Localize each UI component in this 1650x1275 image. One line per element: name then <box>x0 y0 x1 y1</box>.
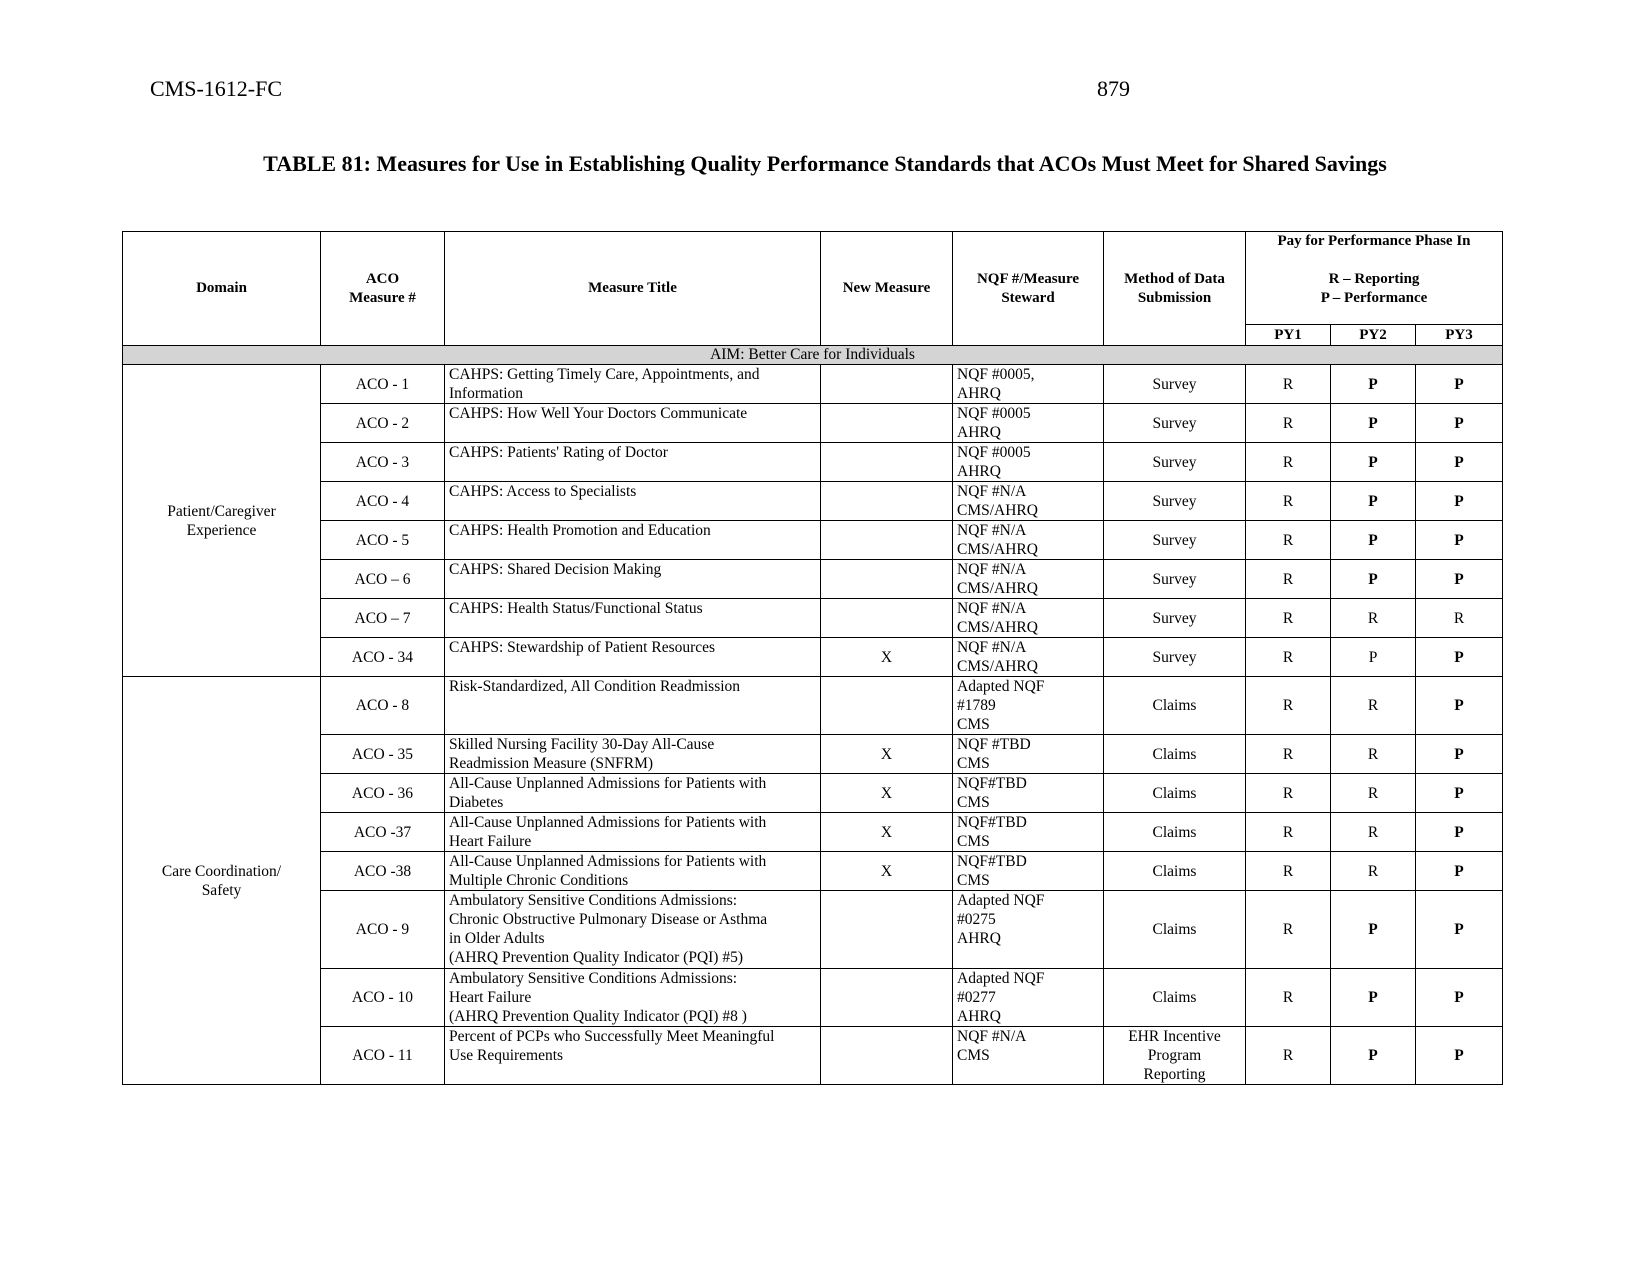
nqf-steward-line: Adapted NQF <box>957 892 1045 909</box>
nqf-steward-line: CMS <box>957 794 990 811</box>
py2-value: R <box>1331 677 1416 735</box>
method-line: Survey <box>1152 570 1197 588</box>
data-submission-method <box>1104 404 1246 443</box>
nqf-steward-line: #0277 <box>957 989 996 1006</box>
legend-performance: P – Performance <box>1320 290 1428 306</box>
table-row <box>123 599 1503 638</box>
data-submission-method <box>1104 1027 1246 1085</box>
domain-label: Safety <box>201 881 242 899</box>
py3-value: P <box>1416 1027 1503 1085</box>
aco-measure-number: ACO - 8 <box>321 677 445 735</box>
new-measure-mark <box>821 443 953 482</box>
py3-value: R <box>1416 599 1503 638</box>
aco-measure-number: ACO - 10 <box>321 969 445 1027</box>
measure-title-line: CAHPS: Health Status/Functional Status <box>449 600 703 617</box>
nqf-steward-cell <box>953 521 1104 560</box>
data-submission-method <box>1104 521 1246 560</box>
measure-title-cell <box>445 560 821 599</box>
nqf-steward-line: CMS/AHRQ <box>957 619 1038 636</box>
nqf-steward-cell <box>953 404 1104 443</box>
nqf-steward-line: Adapted NQF <box>957 970 1045 987</box>
measures-table <box>122 231 1503 1085</box>
domain-label: Patient/Caregiver <box>167 502 276 520</box>
measure-title-header: Measure Title <box>445 232 821 346</box>
measure-title-cell <box>445 443 821 482</box>
data-submission-method <box>1104 560 1246 599</box>
nqf-steward-line: NQF #N/A <box>957 483 1027 500</box>
nqf-header-line1: NQF #/Measure <box>976 270 1080 287</box>
pay-for-performance-header <box>1246 232 1503 325</box>
py3-value: P <box>1416 560 1503 599</box>
py1-value: R <box>1246 813 1331 852</box>
py2-value: P <box>1331 482 1416 521</box>
new-measure-mark: X <box>821 852 953 891</box>
py3-value: P <box>1416 969 1503 1027</box>
new-measure-mark: X <box>821 774 953 813</box>
py3-value: P <box>1416 365 1503 404</box>
aco-measure-header-line1: ACO <box>365 270 400 287</box>
pay-for-performance-title: Pay for Performance Phase In <box>1277 233 1471 249</box>
document-id: CMS-1612-FC <box>150 76 283 101</box>
table-row <box>123 1027 1503 1085</box>
nqf-steward-cell <box>953 677 1104 735</box>
measure-title-line: Information <box>449 385 524 402</box>
page-number: 879 <box>1097 76 1130 101</box>
new-measure-mark <box>821 1027 953 1085</box>
measure-title-line: CAHPS: Stewardship of Patient Resources <box>449 639 716 656</box>
measure-title-line: Readmission Measure (SNFRM) <box>449 755 654 772</box>
method-header-line2: Submission <box>1137 289 1212 306</box>
method-line: Claims <box>1152 784 1197 802</box>
py1-value: R <box>1246 774 1331 813</box>
nqf-steward-line: NQF #TBD <box>957 736 1031 753</box>
nqf-steward-cell <box>953 599 1104 638</box>
measure-title-line: Use Requirements <box>449 1047 564 1064</box>
py2-value: R <box>1331 813 1416 852</box>
method-line: Program <box>1147 1047 1202 1064</box>
py2-value: P <box>1331 404 1416 443</box>
measure-title-line: Skilled Nursing Facility 30-Day All-Cause <box>449 736 715 753</box>
table-header <box>123 232 1503 346</box>
domain-cell <box>123 365 321 677</box>
py3-value: P <box>1416 677 1503 735</box>
nqf-steward-line: NQF #N/A <box>957 522 1027 539</box>
py2-value: P <box>1331 891 1416 969</box>
nqf-steward-cell <box>953 774 1104 813</box>
py1-value: R <box>1246 1027 1331 1085</box>
data-submission-method <box>1104 443 1246 482</box>
aco-measure-number: ACO -37 <box>321 813 445 852</box>
table-row <box>123 774 1503 813</box>
py2-value: P <box>1331 560 1416 599</box>
nqf-steward-line: NQF #0005 <box>957 405 1031 422</box>
nqf-steward-cell <box>953 852 1104 891</box>
data-submission-method <box>1104 365 1246 404</box>
method-line: Claims <box>1152 989 1197 1006</box>
nqf-header-line2: Steward <box>1001 289 1055 306</box>
nqf-steward-line: #0275 <box>957 911 996 928</box>
measure-title-cell <box>445 969 821 1027</box>
measure-title-line: Chronic Obstructive Pulmonary Disease or Asthma <box>449 911 768 928</box>
measure-title-line: in Older Adults <box>449 930 545 947</box>
legend-reporting: R – Reporting <box>1328 271 1420 287</box>
measure-title-cell <box>445 852 821 891</box>
py3-value: P <box>1416 638 1503 677</box>
table-row <box>123 482 1503 521</box>
measure-title-line: CAHPS: Patients' Rating of Doctor <box>449 444 668 461</box>
nqf-steward-line: AHRQ <box>957 1008 1001 1025</box>
py1-value: R <box>1246 638 1331 677</box>
domain-label: Experience <box>186 521 257 539</box>
aco-measure-header <box>321 232 445 346</box>
table-title: TABLE 81: Measures for Use in Establishing Quality Performance Standards that ACOs Must Meet for Shared Savings <box>263 151 1387 176</box>
py2-value: P <box>1331 969 1416 1027</box>
measure-title-line: Heart Failure <box>449 833 532 850</box>
py3-value: P <box>1416 852 1503 891</box>
measure-title-line: CAHPS: Getting Timely Care, Appointments, and <box>449 366 760 383</box>
py1-value: R <box>1246 443 1331 482</box>
nqf-steward-line: CMS/AHRQ <box>957 658 1038 675</box>
measure-title-line: Multiple Chronic Conditions <box>449 872 629 889</box>
aco-measure-number: ACO - 1 <box>321 365 445 404</box>
measure-title-cell <box>445 813 821 852</box>
aco-measure-number: ACO - 36 <box>321 774 445 813</box>
method-header-line1: Method of Data <box>1124 270 1225 287</box>
new-measure-mark <box>821 482 953 521</box>
measure-title-line: (AHRQ Prevention Quality Indicator (PQI) #8 ) <box>449 1008 747 1025</box>
aco-measure-number: ACO – 7 <box>321 599 445 638</box>
table-row <box>123 969 1503 1027</box>
method-line: Claims <box>1152 745 1197 763</box>
table-row <box>123 891 1503 969</box>
py1-value: R <box>1246 852 1331 891</box>
new-measure-mark: X <box>821 813 953 852</box>
nqf-steward-line: AHRQ <box>957 385 1001 402</box>
nqf-steward-line: NQF #N/A <box>957 1028 1027 1045</box>
method-line: Claims <box>1152 862 1197 880</box>
py2-value: P <box>1331 1027 1416 1085</box>
nqf-steward-cell <box>953 891 1104 969</box>
nqf-steward-line: CMS <box>957 755 990 772</box>
measure-title-cell <box>445 735 821 774</box>
aco-measure-number: ACO - 3 <box>321 443 445 482</box>
method-line: Reporting <box>1143 1066 1206 1083</box>
domain-label: Care Coordination/ <box>161 862 282 880</box>
domain-header: Domain <box>123 232 321 346</box>
nqf-steward-line: NQF#TBD <box>957 775 1027 792</box>
measure-title-cell <box>445 1027 821 1085</box>
nqf-steward-line: CMS <box>957 872 990 889</box>
new-measure-mark <box>821 599 953 638</box>
nqf-steward-line: NQF #0005 <box>957 444 1031 461</box>
aco-measure-number: ACO - 9 <box>321 891 445 969</box>
measure-title-cell <box>445 404 821 443</box>
method-header <box>1104 232 1246 346</box>
nqf-steward-line: #1789 <box>957 697 996 714</box>
method-line: Survey <box>1152 453 1197 471</box>
py1-value: R <box>1246 969 1331 1027</box>
aco-measure-number: ACO - 11 <box>321 1027 445 1085</box>
measure-title-cell <box>445 599 821 638</box>
new-measure-header: New Measure <box>821 232 953 346</box>
aim-label: AIM: Better Care for Individuals <box>123 346 1503 365</box>
data-submission-method <box>1104 891 1246 969</box>
measure-title-line: Risk-Standardized, All Condition Readmission <box>449 678 741 695</box>
py1-value: R <box>1246 677 1331 735</box>
method-line: Claims <box>1152 697 1197 714</box>
nqf-steward-line: AHRQ <box>957 424 1001 441</box>
aco-measure-number: ACO - 2 <box>321 404 445 443</box>
py3-value: P <box>1416 774 1503 813</box>
measure-title-line: CAHPS: Shared Decision Making <box>449 561 662 578</box>
measure-title-line: All-Cause Unplanned Admissions for Patients with <box>449 775 767 792</box>
new-measure-mark <box>821 560 953 599</box>
aco-measure-number: ACO - 35 <box>321 735 445 774</box>
table-row <box>123 735 1503 774</box>
nqf-steward-line: CMS <box>957 716 990 733</box>
table-row <box>123 560 1503 599</box>
nqf-steward-cell <box>953 638 1104 677</box>
py3-header: PY3 <box>1416 325 1503 346</box>
nqf-steward-cell <box>953 560 1104 599</box>
method-line: Survey <box>1152 648 1197 666</box>
domain-cell <box>123 677 321 1085</box>
data-submission-method <box>1104 638 1246 677</box>
aco-measure-header-line2: Measure # <box>349 289 416 306</box>
measure-title-cell <box>445 677 821 735</box>
table-body <box>123 346 1503 1085</box>
data-submission-method <box>1104 852 1246 891</box>
measure-title-line: Heart Failure <box>449 989 532 1006</box>
method-line: Claims <box>1152 921 1197 938</box>
nqf-steward-line: NQF#TBD <box>957 814 1027 831</box>
table-row <box>123 813 1503 852</box>
method-line: EHR Incentive <box>1128 1028 1221 1045</box>
measure-title-line: All-Cause Unplanned Admissions for Patients with <box>449 814 767 831</box>
nqf-steward-cell <box>953 735 1104 774</box>
new-measure-mark <box>821 365 953 404</box>
measure-title-cell <box>445 482 821 521</box>
nqf-steward-line: CMS/AHRQ <box>957 541 1038 558</box>
py2-value: P <box>1331 443 1416 482</box>
aco-measure-number: ACO – 6 <box>321 560 445 599</box>
py1-value: R <box>1246 735 1331 774</box>
nqf-steward-line: CMS/AHRQ <box>957 580 1038 597</box>
new-measure-mark <box>821 677 953 735</box>
data-submission-method <box>1104 677 1246 735</box>
measure-title-line: Diabetes <box>449 794 504 811</box>
py3-value: P <box>1416 443 1503 482</box>
aco-measure-number: ACO - 4 <box>321 482 445 521</box>
py2-value: R <box>1331 599 1416 638</box>
nqf-steward-cell <box>953 969 1104 1027</box>
nqf-steward-line: AHRQ <box>957 930 1001 947</box>
method-line: Claims <box>1152 823 1197 841</box>
measure-title-cell <box>445 638 821 677</box>
py2-header: PY2 <box>1331 325 1416 346</box>
nqf-steward-line: AHRQ <box>957 463 1001 480</box>
aim-row <box>123 346 1503 365</box>
py1-value: R <box>1246 560 1331 599</box>
method-line: Survey <box>1152 375 1197 393</box>
new-measure-mark <box>821 891 953 969</box>
measure-title-line: (AHRQ Prevention Quality Indicator (PQI) #5) <box>449 949 744 966</box>
py1-value: R <box>1246 521 1331 560</box>
nqf-steward-cell <box>953 443 1104 482</box>
measure-title-line: Ambulatory Sensitive Conditions Admissions: <box>449 970 738 987</box>
table-row <box>123 638 1503 677</box>
nqf-steward-cell <box>953 813 1104 852</box>
nqf-steward-line: CMS <box>957 833 990 850</box>
py2-value: P <box>1331 521 1416 560</box>
measure-title-line: CAHPS: How Well Your Doctors Communicate <box>449 405 748 422</box>
table-row <box>123 521 1503 560</box>
nqf-steward-line: NQF #N/A <box>957 639 1027 656</box>
aco-measure-number: ACO - 34 <box>321 638 445 677</box>
nqf-steward-cell <box>953 365 1104 404</box>
new-measure-mark: X <box>821 735 953 774</box>
measure-title-cell <box>445 774 821 813</box>
nqf-steward-cell <box>953 1027 1104 1085</box>
data-submission-method <box>1104 599 1246 638</box>
aco-measure-number: ACO - 5 <box>321 521 445 560</box>
data-submission-method <box>1104 482 1246 521</box>
nqf-steward-cell <box>953 482 1104 521</box>
table-row <box>123 852 1503 891</box>
new-measure-mark: X <box>821 638 953 677</box>
py1-value: R <box>1246 365 1331 404</box>
method-line: Survey <box>1152 531 1197 549</box>
nqf-steward-line: Adapted NQF <box>957 678 1045 695</box>
nqf-header <box>953 232 1104 346</box>
new-measure-mark <box>821 521 953 560</box>
py2-value: P <box>1331 638 1416 677</box>
py2-value: R <box>1331 774 1416 813</box>
nqf-steward-line: CMS <box>957 1047 990 1064</box>
method-line: Survey <box>1152 492 1197 510</box>
py1-value: R <box>1246 599 1331 638</box>
data-submission-method <box>1104 774 1246 813</box>
nqf-steward-line: NQF #N/A <box>957 561 1027 578</box>
measure-title-line: CAHPS: Health Promotion and Education <box>449 522 711 539</box>
aco-measure-number: ACO -38 <box>321 852 445 891</box>
measure-title-cell <box>445 891 821 969</box>
py1-value: R <box>1246 482 1331 521</box>
measure-title-cell <box>445 521 821 560</box>
data-submission-method <box>1104 969 1246 1027</box>
nqf-steward-line: NQF #0005, <box>957 366 1035 383</box>
py2-value: R <box>1331 852 1416 891</box>
measure-title-line: CAHPS: Access to Specialists <box>449 483 637 500</box>
measure-title-line: Ambulatory Sensitive Conditions Admissions: <box>449 892 738 909</box>
py3-value: P <box>1416 735 1503 774</box>
py1-value: R <box>1246 891 1331 969</box>
nqf-steward-line: NQF#TBD <box>957 853 1027 870</box>
py3-value: P <box>1416 482 1503 521</box>
py3-value: P <box>1416 521 1503 560</box>
table-row <box>123 365 1503 404</box>
new-measure-mark <box>821 404 953 443</box>
table-row <box>123 404 1503 443</box>
py3-value: P <box>1416 813 1503 852</box>
py3-value: P <box>1416 404 1503 443</box>
data-submission-method <box>1104 735 1246 774</box>
py2-value: P <box>1331 365 1416 404</box>
py1-value: R <box>1246 404 1331 443</box>
table-row <box>123 443 1503 482</box>
nqf-steward-line: NQF #N/A <box>957 600 1027 617</box>
measure-title-line: Percent of PCPs who Successfully Meet Meaningful <box>449 1028 775 1045</box>
nqf-steward-line: CMS/AHRQ <box>957 502 1038 519</box>
method-line: Survey <box>1152 609 1197 627</box>
measure-title-cell <box>445 365 821 404</box>
new-measure-mark <box>821 969 953 1027</box>
method-line: Survey <box>1152 414 1197 432</box>
py3-value: P <box>1416 891 1503 969</box>
table-row <box>123 677 1503 735</box>
data-submission-method <box>1104 813 1246 852</box>
py2-value: R <box>1331 735 1416 774</box>
measure-title-line: All-Cause Unplanned Admissions for Patients with <box>449 853 767 870</box>
py1-header: PY1 <box>1246 325 1331 346</box>
